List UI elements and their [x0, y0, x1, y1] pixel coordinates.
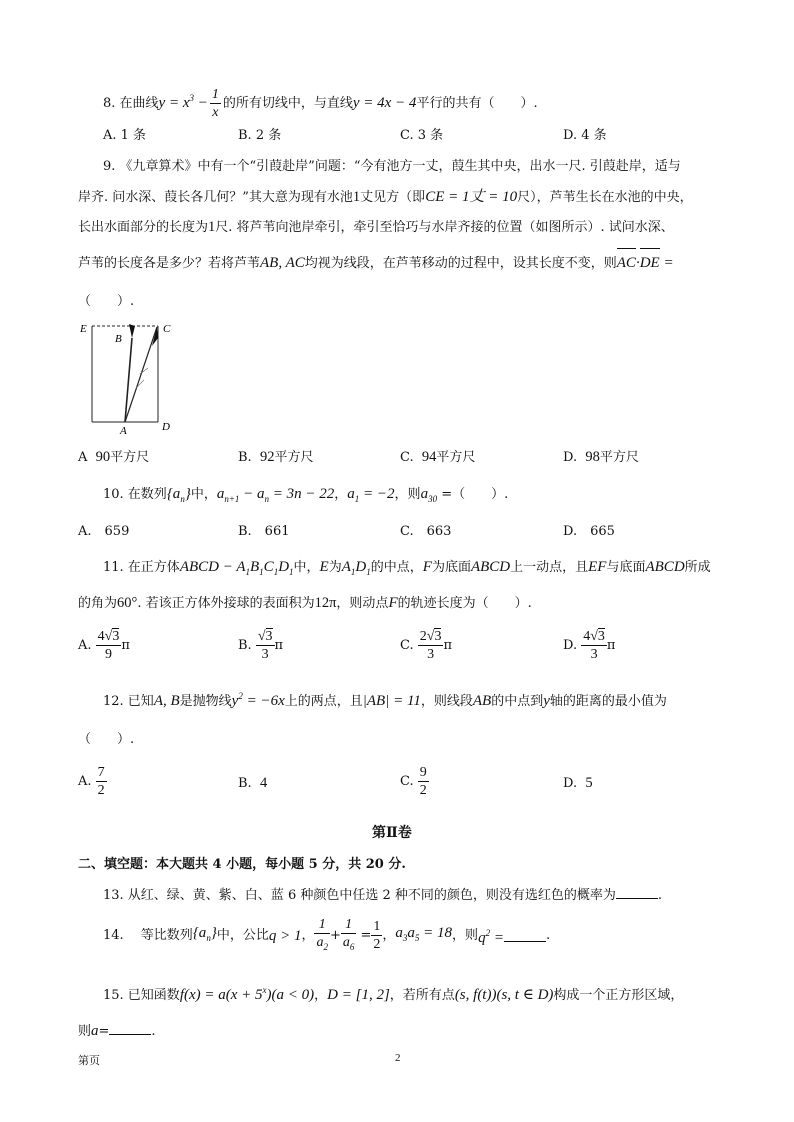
footer-left: 第页	[78, 1054, 100, 1067]
q12-option-c: C. $\frac{9}{2}$	[400, 765, 427, 798]
q12-option-b: B. 4	[238, 775, 268, 791]
q15-line1: 15. 已知函数$f(x) = a(x + 5^x)(a < 0)$，D = [1, 2]，若所有点(s, f(t))(s, t ∈ D)构成一个正方形区域，	[103, 985, 684, 1003]
vector-de: DE	[640, 255, 660, 272]
q9-option-a: A 90平方尺	[78, 449, 150, 465]
q9-line2: 岸齐. 问水深、葭长各几何？”其大意为现有水池1丈见方（即CE = 1丈 = 10尺），芦苇生长在水池的中央，	[78, 189, 693, 205]
fig-label-c: C	[163, 323, 171, 335]
q11-option-c: C. $\frac{2√3}{3}$ π	[400, 629, 452, 662]
q8-curve: $y = x^3$ −	[158, 93, 208, 111]
q8-mid: 的所有切线中，与直线	[222, 96, 353, 111]
fig-label-a: A	[120, 425, 127, 436]
q10-option-c: C. 663	[400, 524, 452, 539]
q10-option-a: A. 659	[78, 524, 130, 539]
q11-line1: 11. 在正方体ABCD − $A_1B_1C_1D_1$中，E为$A_1D_1$的中点，F为底面ABCD上一动点，且EF与底面ABCD所成	[103, 559, 711, 577]
section-heading: 二、填空题：本大题共 4 小题，每小题 5 分，共 20 分.	[78, 857, 406, 872]
q8-line-eq: y = 4x − 4	[352, 95, 417, 111]
q11-option-b: B. $\frac{√3}{3}$ π	[238, 629, 284, 662]
q8-option-b: B. 2 条	[238, 128, 282, 143]
q8-line	[103, 86, 538, 122]
q9-option-c: C. 94平方尺	[400, 449, 476, 465]
q12-option-d: D. 5	[563, 775, 593, 791]
section-title: 第Ⅱ卷	[372, 825, 412, 841]
q15-line2: 则a= .	[78, 1023, 156, 1039]
q10-option-b: B. 661	[238, 524, 290, 539]
fig-label-b: B	[115, 333, 122, 345]
q13-line: 13. 从红、绿、黄、紫、白、蓝 6 种颜色中任选 2 种不同的颜色，则没有选红色的概率为 .	[103, 888, 663, 903]
q11-line2: 的角为60°. 若该正方体外接球的表面积为12π，则动点F的轨迹长度为（ ）.	[78, 595, 532, 611]
q9-line5: （ ）.	[78, 294, 135, 309]
q8-fraction: $\frac{1}{x}$	[211, 87, 219, 120]
q12-option-a: A. $\frac{7}{2}$	[78, 765, 105, 798]
q8-post: 平行的共有（ ）.	[416, 96, 538, 111]
q11-option-d: D. $\frac{4√3}{3}$ π	[563, 629, 616, 662]
q8-option-c: C. 3 条	[400, 128, 444, 143]
q12-line2: （ ）.	[78, 732, 135, 747]
q14-line: 14. 等比数列$\{a_n\}$中，公比q > 1， $\frac{1}{a_2}$ + $\frac{1}{a_6}$ = $\frac{1}{2}$ ，$a_3a_5 = 18$，则$q^2$ = .	[103, 917, 551, 953]
q9-option-d: D. 98平方尺	[563, 449, 639, 465]
page-number: 2	[395, 1052, 401, 1064]
q10-option-d: D. 665	[563, 524, 615, 539]
reed-pond-figure	[74, 318, 184, 436]
q8-option-d: D. 4 条	[563, 128, 607, 143]
q15-answer-blank	[109, 1022, 151, 1035]
q9-line4: 芦苇的长度各是多少？若将芦苇AB, AC均视为线段，在芦苇移动的过程中，设其长度不变，则 AC· DE =	[78, 252, 674, 272]
fig-label-d: D	[162, 421, 170, 433]
q13-answer-blank	[616, 886, 658, 899]
q10-line: 10. 在数列$\{a_n\}$中，$a_{n+1} - a_n = 3n - 22$，$a_1 = -2$，则$a_{30}$ =（ ）.	[103, 486, 509, 504]
q14-answer-blank	[504, 929, 546, 942]
q8-option-a: A. 1 条	[103, 128, 147, 143]
q8-prefix: 8. 在曲线	[103, 96, 159, 111]
q9-line1: 9. 《九章算术》中有一个“引葭赴岸”问题：“今有池方一丈，葭生其中央，出水一尺. 引葭赴岸，适与	[103, 159, 681, 174]
fig-label-e: E	[80, 323, 87, 335]
q9-line3: 长出水面部分的长度为1尺. 将芦苇向池岸牵引，牵引至恰巧与水岸齐接的位置（如图所示）. 试问水深、	[78, 219, 674, 235]
q12-line1: 12. 已知A, B是抛物线$y^2 = -6x$上的两点，且|AB| = 11，则线段AB的中点到y轴的距离的最小值为	[103, 691, 667, 709]
vector-ac: AC	[617, 255, 636, 272]
q11-option-a: A. $\frac{4√3}{9}$ π	[78, 629, 130, 662]
q9-option-b: B. 92平方尺	[238, 449, 314, 465]
